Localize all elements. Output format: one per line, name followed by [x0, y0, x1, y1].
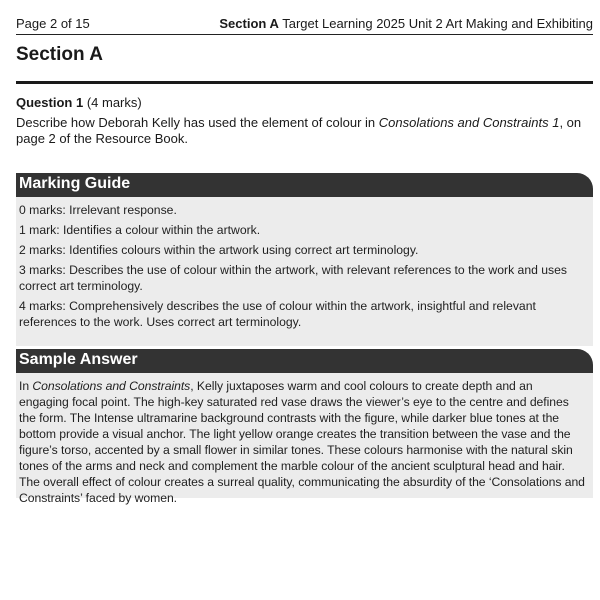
sample-answer-body: , Kelly juxtaposes warm and cool colours to create depth and an engaging focal point. The high-key saturated red vase draws the viewer’s eye to the centre and defines the form. The Intense ultramarine background contrasts with the figure, while darker blue tones at the bottom provide a visual anchor. The light yellow orange creates the transition between the vase and the figure’s torso, accented by a small flower in similar tones. These colours harmonise with the natural skin tones of the arms and neck and complement the marble colour of the ancient sculptural head and hair. The overall effect of colour creates a surreal quality, communicating the absurdity of the ‘Consolations and Constraints’ faced by women.: [19, 379, 585, 505]
marking-guide-line: 0 marks: Irrelevant response.: [19, 203, 177, 217]
sample-answer-text: [16, 373, 593, 506]
question-text-end: , on page 2 of the Resource Book.: [16, 115, 582, 146]
marking-guide-line: 4 marks: Comprehensively describes the use of colour within the artwork, insightful and relevant references to the work. Uses correct art terminology.: [19, 299, 536, 329]
marking-guide-line: 2 marks: Identifies colours within the artwork using correct art terminology.: [19, 243, 419, 257]
section-divider: [16, 81, 593, 84]
header-section: Section A: [219, 16, 279, 31]
marking-guide-heading: Marking Guide: [19, 175, 131, 192]
sample-answer-prefix: In: [19, 379, 33, 393]
question-marks: (4 marks): [86, 95, 142, 110]
page-header: [16, 14, 593, 35]
sample-answer-heading: Sample Answer: [19, 351, 138, 368]
header-title: [219, 16, 593, 31]
marking-guide-line: 1 mark: Identifies a colour within the artwork.: [19, 223, 261, 237]
question-heading: [16, 95, 593, 111]
page-number: Page 2 of 15: [16, 16, 90, 31]
section-title: Section A: [16, 44, 103, 65]
marking-guide-box: [16, 197, 593, 346]
marking-guide-band: [16, 173, 593, 197]
question-artwork-title: Consolations and Constraints 1: [378, 115, 560, 130]
header-doc-title: Target Learning 2025 Unit 2 Art Making and Exhibiting: [282, 16, 593, 31]
question-block: [16, 95, 593, 147]
sample-answer-artwork-title: Consolations and Constraints: [32, 379, 191, 393]
sample-answer-box: [16, 373, 593, 505]
question-text: [16, 115, 593, 147]
marking-guide-line: 3 marks: Describes the use of colour within the artwork, with relevant references to the work and uses correct art terminology.: [19, 263, 568, 293]
sample-answer-band: [16, 349, 593, 373]
question-label: Question 1: [16, 95, 84, 110]
question-text-start: Describe how Deborah Kelly has used the element of colour in: [16, 115, 379, 130]
